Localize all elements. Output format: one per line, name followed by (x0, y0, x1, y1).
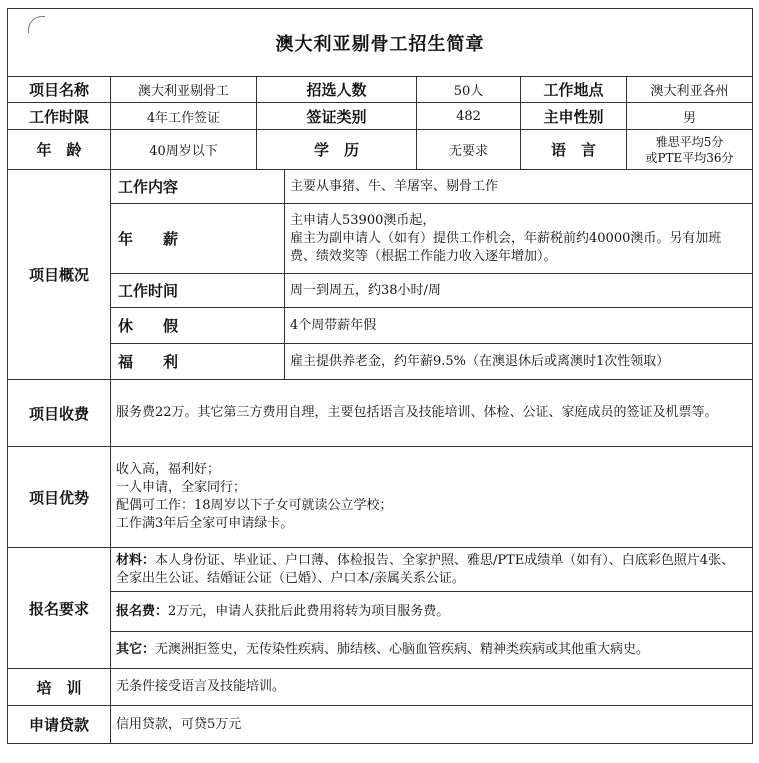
materials-lead: 材料： (116, 552, 156, 568)
recruit-count-label: 招选人数 (257, 77, 417, 103)
signup-fee-value (111, 592, 753, 632)
signup-fee-text: 2万元，申请人获批后此费用将转为项目服务费。 (168, 603, 450, 619)
other-requirements-lead: 其它： (116, 642, 156, 657)
work-hours-value: 周一到周五，约38小时/周 (285, 274, 753, 308)
vacation-value: 4个周带薪年假 (285, 308, 753, 344)
work-location-label: 工作地点 (521, 77, 627, 103)
advantages-value (111, 447, 753, 548)
age-label: 年 龄 (8, 130, 111, 170)
training-value: 无条件接受语言及技能培训。 (111, 669, 753, 706)
benefits-value: 雇主提供养老金，约年薪9.5%（在澳退休后或离澳时1次性领取） (285, 344, 753, 380)
loan-label: 申请贷款 (8, 706, 111, 744)
language-value-line2: 或PTE平均36分 (645, 150, 734, 165)
project-name-label: 项目名称 (8, 77, 111, 103)
salary-line1: 主申请人53900澳币起， (290, 212, 436, 228)
language-value-line1: 雅思平均5分 (655, 134, 724, 149)
advantage-line2: 一人申请，全家同行； (116, 480, 247, 495)
fees-label: 项目收费 (8, 380, 111, 447)
work-duration-label: 工作时限 (8, 103, 111, 130)
vacation-label: 休 假 (111, 308, 285, 344)
work-location-value: 澳大利亚各州 (627, 77, 753, 103)
signup-fee-lead: 报名费： (116, 603, 169, 619)
salary-value (285, 204, 753, 274)
loan-value: 信用贷款，可贷5万元 (111, 706, 753, 744)
education-label: 学 历 (257, 130, 417, 170)
age-value: 40周岁以下 (111, 130, 257, 170)
materials-value (111, 548, 753, 592)
advantage-line4: 工作满3年后全家可申请绿卡。 (116, 516, 294, 531)
recruit-count-value: 50人 (417, 77, 521, 103)
applicant-gender-label: 主申性别 (521, 103, 627, 130)
advantage-line1: 收入高，福利好； (116, 462, 221, 477)
applicant-gender-value: 男 (627, 103, 753, 130)
work-content-label: 工作内容 (111, 170, 285, 204)
advantage-line3: 配偶可工作：18周岁以下子女可就读公立学校； (116, 498, 393, 513)
project-name-value: 澳大利亚剔骨工 (111, 77, 257, 103)
page-title: 澳大利亚剔骨工招生简章 (8, 9, 753, 77)
materials-text: 本人身份证、毕业证、户口薄、体检报告、全家护照、雅思/PTE成绩单（如有）、白底彩色照片4张、全家出生公证、结婚证公证（已婚）、户口本/亲属关系公证。 (116, 552, 735, 586)
salary-label: 年 薪 (111, 204, 285, 274)
requirements-label: 报名要求 (8, 548, 111, 669)
work-duration-value: 4年工作签证 (111, 103, 257, 130)
other-requirements-text: 无澳洲拒签史，无传染性疾病、肺结核、心脑血管疾病、精神类疾病或其他重大病史。 (155, 642, 650, 657)
salary-line2: 雇主为副申请人（如有）提供工作机会，年薪税前约40000澳币。另有加班费、绩效奖等（根据工作能力收入逐年增加）。 (290, 230, 722, 264)
overview-label: 项目概况 (8, 170, 111, 380)
work-hours-label: 工作时间 (111, 274, 285, 308)
education-value: 无要求 (417, 130, 521, 170)
training-label: 培 训 (8, 669, 111, 706)
advantages-label: 项目优势 (8, 447, 111, 548)
visa-type-label: 签证类别 (257, 103, 417, 130)
fees-value: 服务费22万。其它第三方费用自理，主要包括语言及技能培训、体检、公证、家庭成员的签证及机票等。 (111, 380, 753, 447)
other-requirements-value (111, 632, 753, 669)
work-content-value: 主要从事猪、牛、羊屠宰、剔骨工作 (285, 170, 753, 204)
language-label: 语 言 (521, 130, 627, 170)
visa-type-value: 482 (417, 103, 521, 130)
benefits-label: 福 利 (111, 344, 285, 380)
recruitment-table (7, 8, 753, 744)
language-value (627, 130, 753, 170)
